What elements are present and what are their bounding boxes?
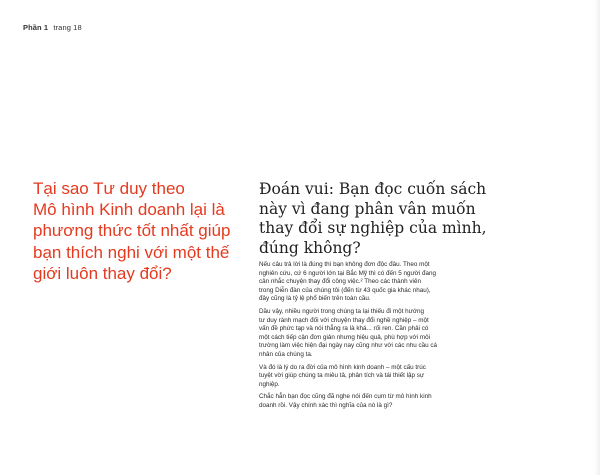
article-body [259, 261, 443, 415]
page-number: trang 18 [53, 23, 82, 32]
title-line: bạn thích nghi với một thế [33, 242, 230, 262]
text-line: Dầu vậy, nhiều người trong chúng ta lại thiếu đi một hướng [259, 307, 424, 315]
paragraph [259, 393, 443, 410]
text-line: đây cũng là tỷ lệ phổ biến trên toàn cầu. [259, 295, 371, 303]
text-line: tư duy rành mạch đối với chuyện thay đổi nghề nghiệp – một [259, 316, 429, 324]
title-line: Mô hình Kinh doanh lại là [33, 200, 225, 220]
text-line: trường làm việc hiện đại ngày nay cũng như với các nhu cầu cá [259, 342, 438, 350]
paragraph [259, 308, 443, 360]
text-line: Và đó là lý do ra đời của mô hình kinh doanh – một cấu trúc [259, 363, 426, 371]
text-line: Chắc hẳn bạn đọc cũng đã nghe nói đến cụm từ mô hình kinh [259, 393, 432, 401]
heading-line: đúng không? [259, 238, 361, 257]
article-heading [259, 180, 487, 258]
section-question-title [33, 178, 253, 284]
text-line: nhân của chúng ta. [259, 350, 313, 358]
text-line: nghiệp. [259, 380, 280, 388]
heading-line: này vì đang phân vân muốn [259, 199, 476, 218]
text-line: cân nhắc chuyện thay đổi công việc.² Theo các thành viên [259, 278, 421, 286]
page-header [23, 23, 82, 32]
text-line: trong Diễn đàn của chúng tôi (đến từ 43 quốc gia khác nhau), [259, 286, 431, 294]
title-line: Tại sao Tư duy theo [33, 179, 185, 198]
title-line: giới luôn thay đổi? [33, 263, 172, 283]
text-line: doanh rồi. Vậy chính xác thì nghĩa của nó là gì? [259, 401, 393, 409]
text-line: vấn đề phức tạp và nói thẳng ra là khá... rối ren. Cần phải có [259, 325, 429, 333]
text-line: một cách tiếp cận đơn giản nhưng hiệu quả, phù hợp với môi [259, 333, 430, 341]
title-line: phương thức tốt nhất giúp [33, 221, 231, 241]
text-line: tuyệt vời giúp chúng ta miêu tả, phân tích và tái thiết lập sự [259, 372, 425, 380]
text-line: nghiên cứu, cứ 6 người lớn tại Bắc Mỹ thì có đến 5 người đang [259, 269, 436, 277]
heading-line: Đoán vui: Bạn đọc cuốn sách [259, 180, 487, 198]
part-label: Phần 1 [23, 23, 49, 32]
paragraph [259, 364, 443, 390]
heading-line: thay đổi sự nghiệp của mình, [259, 219, 487, 238]
paragraph [259, 261, 443, 304]
page-edge-shadow [594, 0, 600, 475]
text-line: Nếu câu trả lời là đúng thì bạn không đơn độc đâu. Theo một [259, 261, 430, 268]
